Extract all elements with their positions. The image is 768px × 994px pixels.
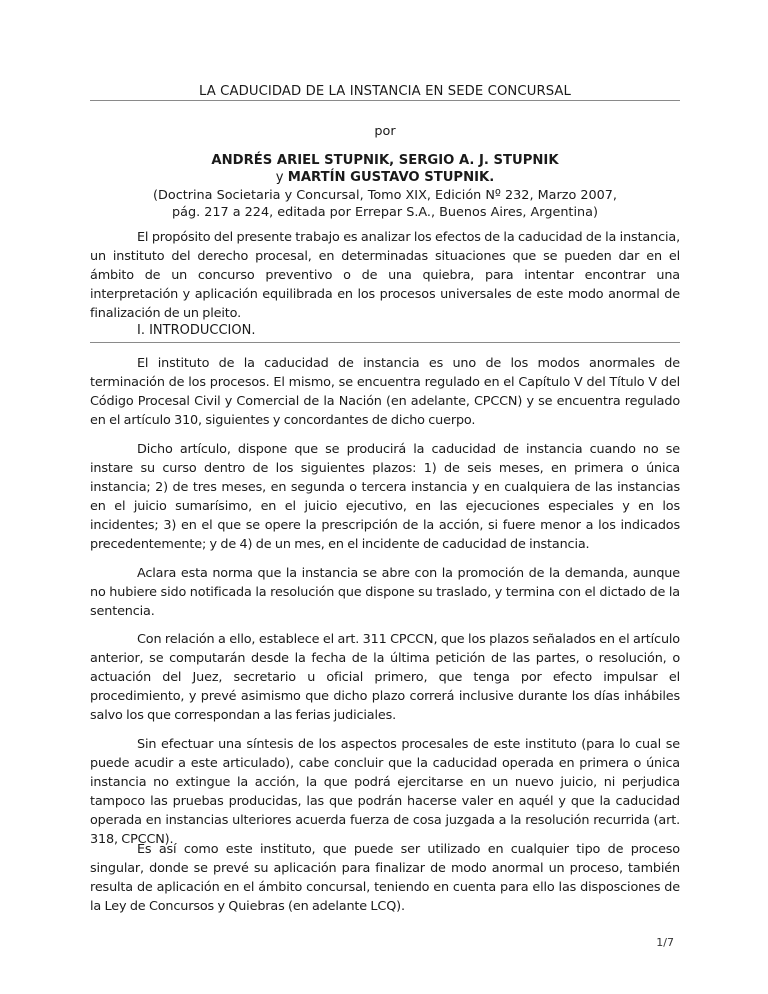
body-paragraph: El instituto de la caducidad de instancia es uno de los modos anormales de terminación de los procesos. El mismo, se encuentra regulado en el Capítulo V del Título V del Código Procesal Civil y Comercial de la Nación (en adelante, CPCCN) y se encuentra regulado en el artículo 310, siguientes y concordantes de dicho cuerpo.	[90, 356, 680, 428]
body-paragraph: Aclara esta norma que la instancia se abre con la promoción de la demanda, aunque no hubiere sido notificada la resolución que dispone su traslado, y termina con el dictado de la sentencia.	[90, 566, 680, 619]
citation-line-1: (Doctrina Societaria y Concursal, Tomo XIX, Edición Nº 232, Marzo 2007,	[153, 188, 617, 203]
body-paragraph: Dicho artículo, dispone que se producirá la caducidad de instancia cuando no se instare su curso dentro de los siguientes plazos: 1) de seis meses, en primera o única instancia; 2) de tres meses, en segunda o tercera instancia y en cualquiera de las instancias en el juicio sumarísimo, en el juicio ejecutivo, en las ejecuciones especiales y en los incidentes; 3) en el que se opere la prescripción de la acción, si fuere menor a los indicados precedentemente; y de 4) de un mes, en el incidente de caducidad de instancia.	[90, 442, 680, 552]
document-title: LA CADUCIDAD DE LA INSTANCIA EN SEDE CONCURSAL	[198, 84, 571, 99]
citation-block	[90, 187, 680, 221]
authors-conjunction: y	[275, 170, 288, 185]
citation-line-2: pág. 217 a 224, editada por Errepar S.A., Buenos Aires, Argentina)	[172, 205, 598, 220]
page-number: 1/7	[656, 936, 674, 949]
authors-line-1: ANDRÉS ARIEL STUPNIK, SERGIO A. J. STUPNIK	[211, 153, 559, 168]
authors-block	[90, 152, 680, 186]
title-divider	[90, 100, 680, 101]
body-paragraph: Es así como este instituto, que puede ser utilizado en cualquier tipo de proceso singular, donde se prevé su aplicación para finalizar de modo anormal un proceso, también resulta de aplicación en el ámbito concursal, teniendo en cuenta para ello las disposciones de la Ley de Concursos y Quiebras (en adelante LCQ).	[90, 842, 680, 914]
body-paragraph: Sin efectuar una síntesis de los aspectos procesales de este instituto (para lo cual se puede acudir a este articulado), cabe concluir que la caducidad operada en primera o única instancia no extingue la acción, la que podrá ejercitarse en un nuevo juicio, ni perjudica tampoco las pruebas producidas, las que podrán hacerse valer en aquél y que la caducidad operada en instancias ulteriores acuerda fuerza de cosa juzgada a la resolución recurrida (art. 318, CPCCN).	[90, 737, 680, 847]
section-heading-introduccion: I. INTRODUCCION.	[137, 323, 256, 338]
body-paragraph: Con relación a ello, establece el art. 311 CPCCN, que los plazos señalados en el artículo anterior, se computarán desde la fecha de la última petición de las partes, o resolución, o actuación del Juez, secretario u oficial primero, que tenga por efecto impulsar el procedimiento, y prevé asimismo que dicho plazo correrá inclusive durante los días inhábiles salvo los que correspondan a las ferias judiciales.	[90, 632, 680, 723]
section-divider	[90, 342, 680, 343]
by-label: por	[374, 124, 396, 139]
authors-last: MARTÍN GUSTAVO STUPNIK.	[287, 170, 495, 185]
authors-line-2	[90, 169, 680, 186]
abstract-paragraph: El propósito del presente trabajo es analizar los efectos de la caducidad de la instancia, un instituto del derecho procesal, en determinadas situaciones que se pueden dar en el ámbito de un concurso preventivo o de una quiebra, para intentar encontrar una interpretación y aplicación equilibrada en los procesos universales de este modo anormal de finalización de un pleito.	[90, 230, 680, 321]
